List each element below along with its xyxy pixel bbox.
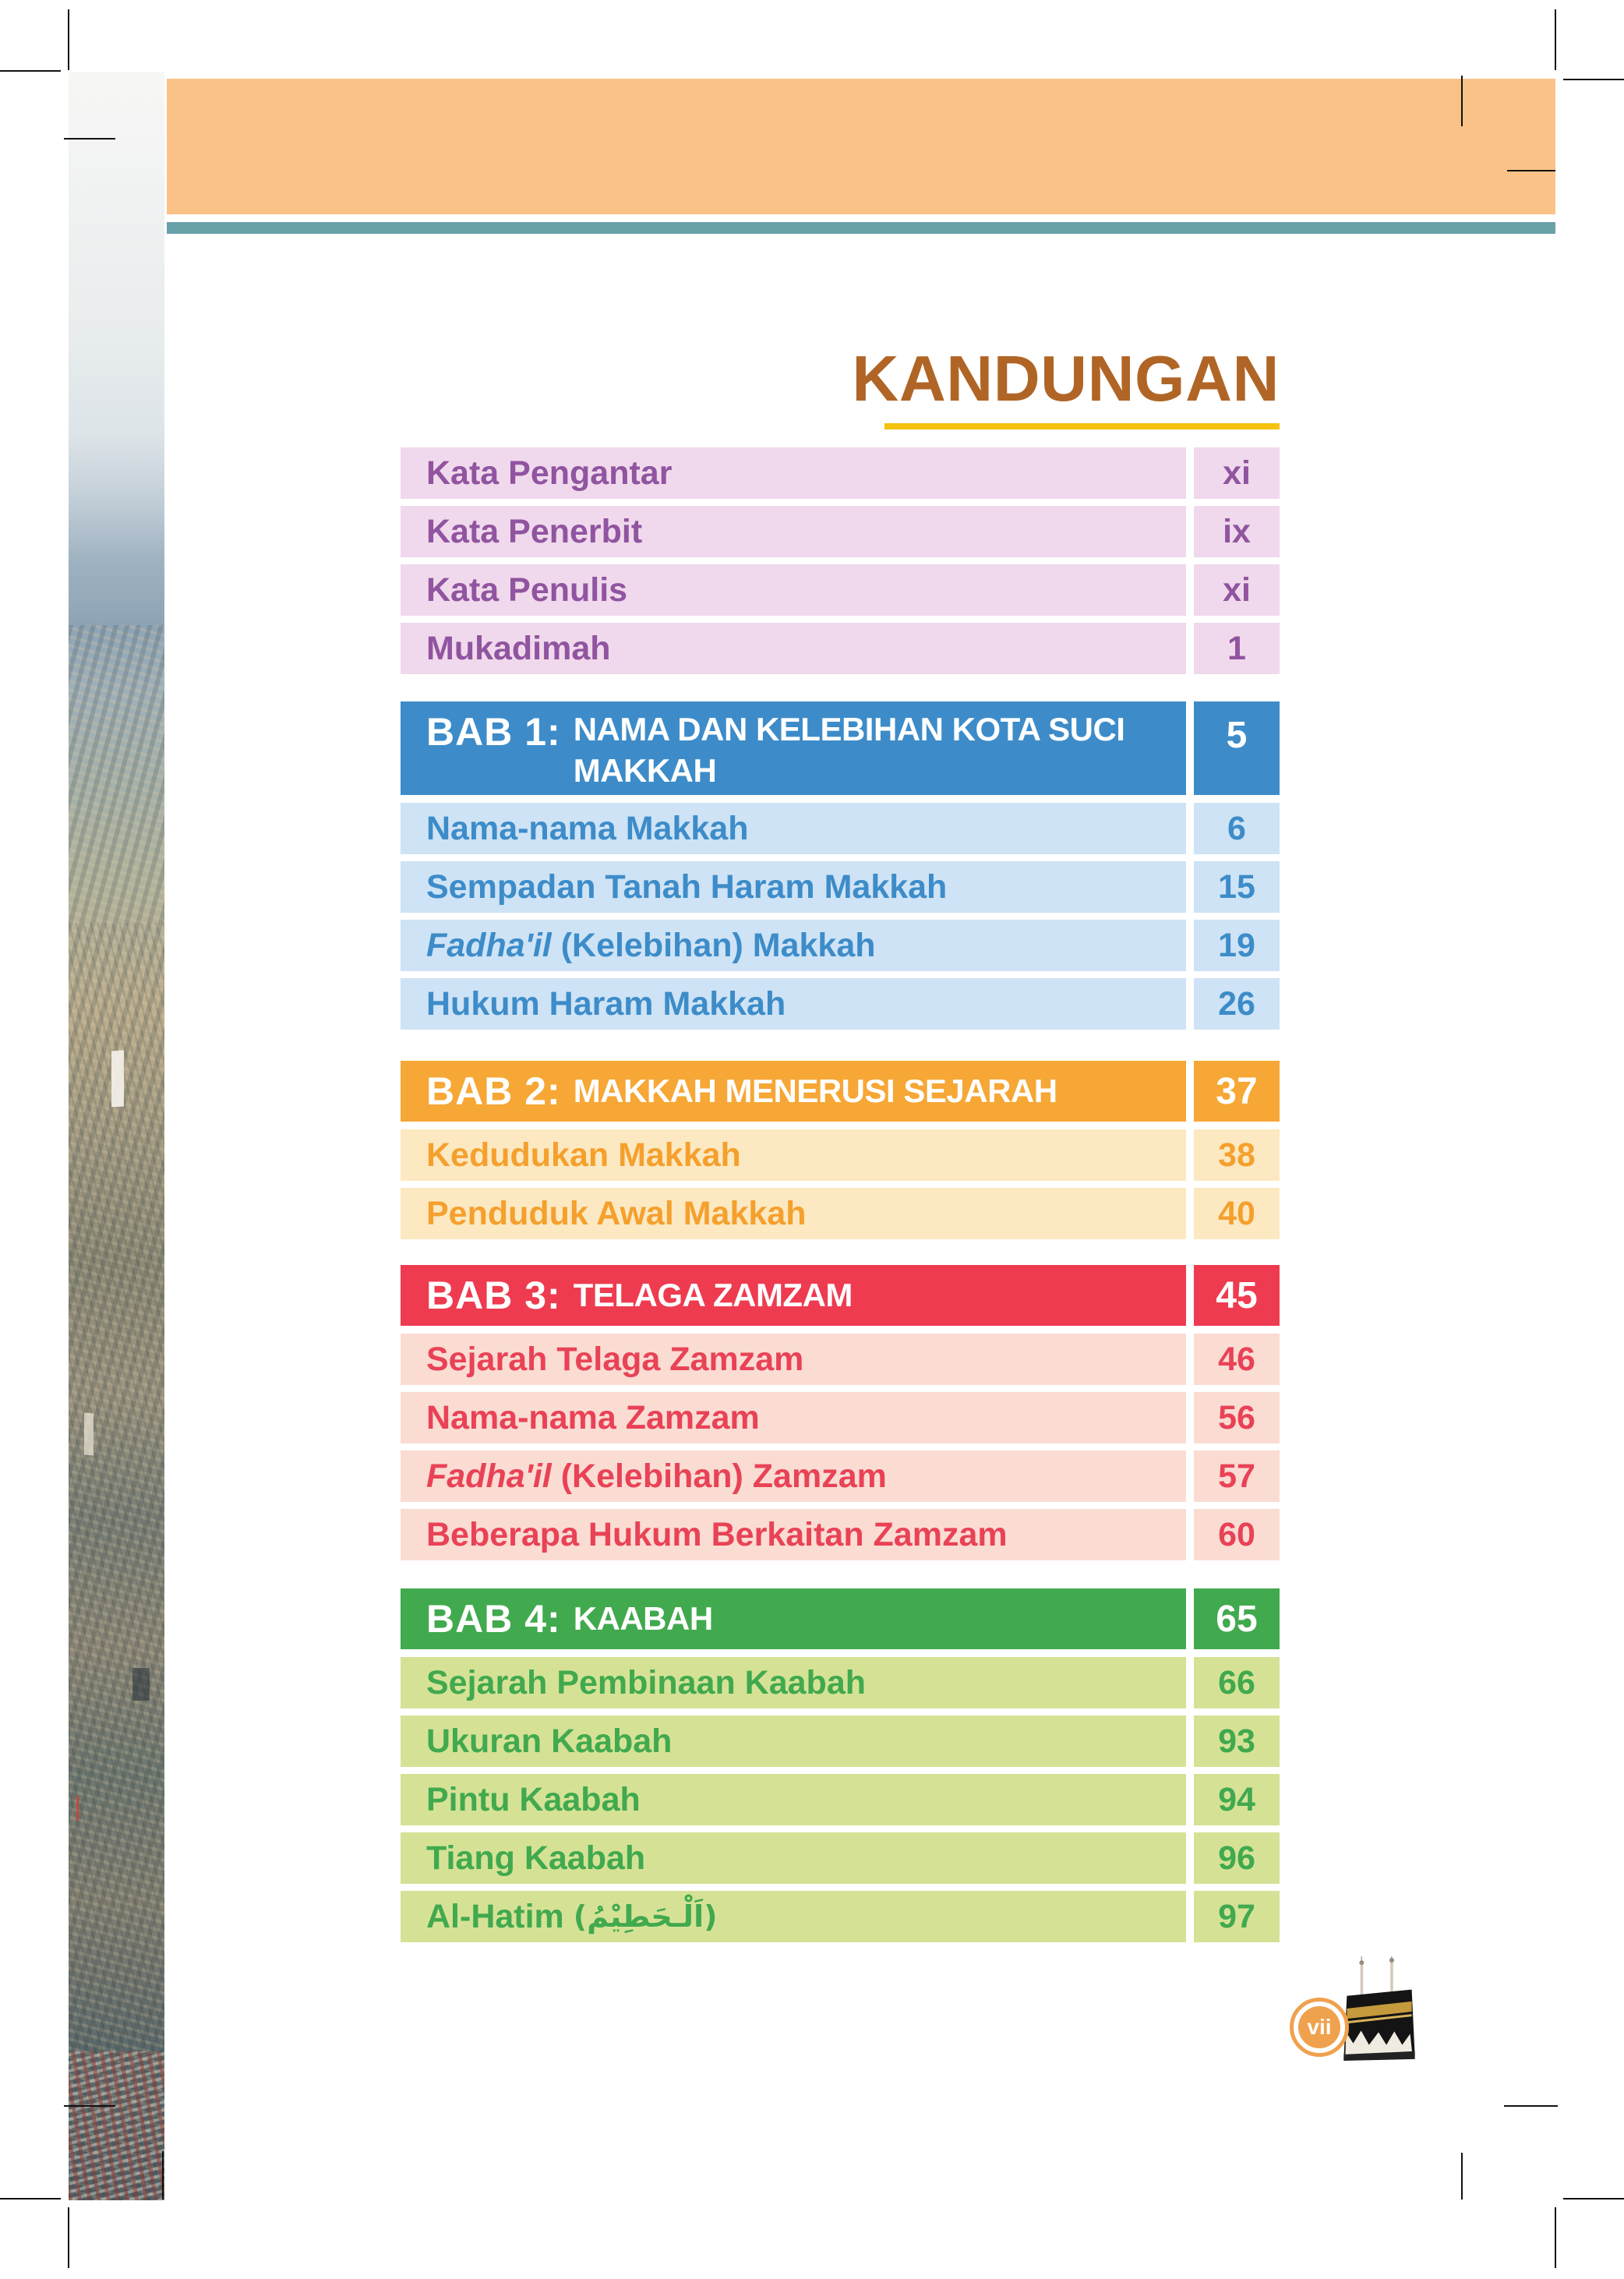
toc-entry-page: 93 [1218,1722,1255,1760]
chapter-page-cell [1194,1061,1280,1122]
toc-entry-page-cell [1194,1509,1280,1560]
toc-entry-label-cell [401,564,1186,616]
toc-entry-page-cell [1194,861,1280,913]
chapter-title: NAMA DAN KELEBIHAN KOTA SUCI MAKKAH [573,711,1134,789]
toc-entry-page: 26 [1218,984,1255,1023]
toc-entry-page-cell [1194,1715,1280,1767]
toc-entry-page: 56 [1218,1398,1255,1436]
crop-mark [68,9,69,70]
toc-entry-label: Ukuran Kaabah [426,1722,673,1760]
toc-entry-label: Tiang Kaabah [426,1839,646,1877]
toc-entry-page: 19 [1218,926,1255,964]
toc-entry-page-cell [1194,803,1280,854]
toc-entry-page-cell [1194,1334,1280,1385]
toc-entry-label: Penduduk Awal Makkah [426,1194,807,1232]
toc-entry-label-cell [401,978,1186,1030]
toc-entry-label-cell [401,920,1186,971]
chapter-header-label-cell [401,1061,1186,1122]
toc-row [401,506,1280,557]
makkah-city-photo [69,72,164,2200]
chapter-header-bab-1 [401,701,1280,795]
toc-entry-label: (Kelebihan) Makkah [551,926,876,964]
toc-entry-page: 46 [1218,1340,1255,1378]
toc-entry-page: 38 [1218,1136,1255,1174]
chapter-title: MAKKAH MENERUSI SEJARAH [573,1072,1057,1109]
toc-entry-page: 40 [1218,1194,1255,1232]
chapter-page-number: 37 [1216,1070,1258,1112]
toc-row [401,1774,1280,1825]
toc-entry-label-cell [401,803,1186,854]
crop-mark [0,2198,61,2200]
toc-entry-label: Al-Hatim [426,1897,574,1935]
toc-row [401,978,1280,1030]
toc-entry-page-cell [1194,1392,1280,1443]
toc-row [401,1657,1280,1708]
chapter-prefix: BAB 4: [426,1597,561,1641]
chapter-header-bab-3 [401,1265,1280,1326]
toc-section-bab-3 [401,1265,1280,1560]
chapter-page-cell [1194,1588,1280,1649]
toc-entry-label-cell [401,1188,1186,1239]
chapter-page-number: 65 [1216,1598,1258,1640]
chapter-prefix: BAB 1: [426,710,561,754]
toc-entry-page: 96 [1218,1839,1255,1877]
crop-mark [162,2151,164,2200]
toc-entry-label: Kata Penulis [426,571,628,609]
photo-building [84,1412,94,1455]
chapter-header-bab-2 [401,1061,1280,1122]
toc-entry-label-cell [401,1334,1186,1385]
toc-entry-page-cell [1194,564,1280,616]
crop-mark [1504,2105,1558,2107]
toc-entry-page: 15 [1218,867,1255,906]
toc-entry-label: Beberapa Hukum Berkaitan Zamzam [426,1515,1008,1553]
toc-row [401,1334,1280,1385]
toc-row [401,920,1280,971]
crop-mark [1563,2198,1624,2200]
toc-entry-label-cell [401,1891,1186,1942]
chapter-page-cell [1194,701,1280,795]
crop-mark [1555,9,1556,70]
toc-entry-label: (Kelebihan) Zamzam [551,1457,887,1495]
toc-row [401,1392,1280,1443]
toc-section-bab-1 [401,701,1280,1030]
toc-row [401,1509,1280,1560]
toc-row [401,447,1280,499]
toc-entry-page-cell [1194,1188,1280,1239]
chapter-header-label-cell [401,701,1186,795]
crop-mark [1461,2153,1463,2200]
photo-crane [76,1796,79,1821]
folio-badge [1290,1998,1349,2057]
toc-entry-label-cell [401,447,1186,499]
toc-row [401,623,1280,674]
toc-row [401,1188,1280,1239]
teal-divider [167,222,1555,234]
toc-entry-label-cell [401,1450,1186,1502]
crop-mark [64,138,115,140]
toc-entry-page: xi [1223,454,1251,492]
toc-entry-label: Pintu Kaabah [426,1780,641,1818]
toc-entry-label: Hukum Haram Makkah [426,984,786,1023]
toc-entry-page-cell [1194,447,1280,499]
toc-entry-label: Sejarah Pembinaan Kaabah [426,1663,866,1701]
toc-entry-page-cell [1194,978,1280,1030]
chapter-page-cell [1194,1265,1280,1326]
toc-entry-page-cell [1194,920,1280,971]
toc-entry-page: 97 [1218,1897,1255,1935]
chapter-header-label-cell [401,1588,1186,1649]
toc-entry-label-cell [401,1509,1186,1560]
toc-section-bab-4 [401,1588,1280,1942]
toc-entry-page: 57 [1218,1457,1255,1495]
toc-entry-label-cell [401,1774,1186,1825]
toc-entry-page-cell [1194,506,1280,557]
toc-entry-page-cell [1194,1657,1280,1708]
chapter-page-number: 5 [1226,715,1248,756]
chapter-header-label-cell [401,1265,1186,1326]
photo-texture [69,923,164,2200]
photo-rooftops [69,2051,164,2200]
toc-entry-page: ix [1223,512,1251,550]
toc-entry-label: Fadha'il [426,926,552,964]
toc-entry-page: 94 [1218,1780,1255,1818]
crop-mark [1461,76,1463,126]
toc-entry-label: Fadha'il [426,1457,552,1495]
photo-building [111,1051,124,1108]
toc-entry-label-cell [401,1715,1186,1767]
toc-entry-label: Kedudukan Makkah [426,1136,741,1174]
chapter-title: KAABAH [573,1599,713,1637]
chapter-prefix: BAB 2: [426,1069,561,1113]
toc-row [401,1891,1280,1942]
crop-mark [1563,79,1624,80]
page-title: KANDUNGAN [852,342,1280,415]
toc-entry-page-cell [1194,1774,1280,1825]
chapter-title: TELAGA ZAMZAM [573,1276,853,1313]
toc-row [401,803,1280,854]
toc-entry-page: 60 [1218,1515,1255,1553]
toc-entry-label: Nama-nama Zamzam [426,1398,760,1436]
toc-entry-label-cell [401,861,1186,913]
toc-entry-label-cell [401,623,1186,674]
toc-row [401,1129,1280,1181]
toc-entry-page-cell [1194,1891,1280,1942]
toc-row [401,1715,1280,1767]
toc-entry-label-cell [401,1832,1186,1884]
toc-entry-page: 66 [1218,1663,1255,1701]
minaret [1361,1961,1364,1999]
toc-entry-label: Sejarah Telaga Zamzam [426,1340,804,1378]
toc-section-bab-2 [401,1061,1280,1239]
crop-mark [0,70,61,72]
toc-entry-label: Kata Pengantar [426,454,673,492]
crop-mark [1507,170,1555,171]
toc-section-front-matter [401,447,1280,674]
toc-entry-label-cell [401,1129,1186,1181]
toc-row [401,564,1280,616]
toc-entry-page: 1 [1227,629,1246,667]
toc-entry-label-cell [401,506,1186,557]
toc-entry-page-cell [1194,623,1280,674]
title-underline [884,423,1280,429]
toc-table [401,447,1280,1949]
toc-entry-page: 6 [1227,809,1246,847]
chapter-prefix: BAB 3: [426,1274,561,1317]
crop-mark [64,2105,115,2107]
toc-entry-page-cell [1194,1832,1280,1884]
toc-row [401,1832,1280,1884]
toc-entry-page: xi [1223,571,1251,609]
photo-building [132,1668,150,1701]
toc-entry-page-cell [1194,1129,1280,1181]
kaaba-icon [1339,1956,1421,2064]
toc-entry-label: (اَلْـحَطِيْمُ) [573,1899,718,1934]
toc-row [401,861,1280,913]
folio-number: vii [1298,2006,1340,2048]
crop-mark [1555,2207,1556,2268]
toc-entry-label: Kata Penerbit [426,512,643,550]
toc-entry-label: Sempadan Tanah Haram Makkah [426,867,948,906]
toc-entry-label-cell [401,1392,1186,1443]
crop-mark [68,2207,69,2268]
header-band [167,79,1555,214]
toc-entry-label-cell [401,1657,1186,1708]
toc-entry-page-cell [1194,1450,1280,1502]
toc-entry-label: Nama-nama Makkah [426,809,749,847]
chapter-page-number: 45 [1216,1274,1258,1316]
chapter-header-bab-4 [401,1588,1280,1649]
toc-row [401,1450,1280,1502]
toc-entry-label: Mukadimah [426,629,611,667]
